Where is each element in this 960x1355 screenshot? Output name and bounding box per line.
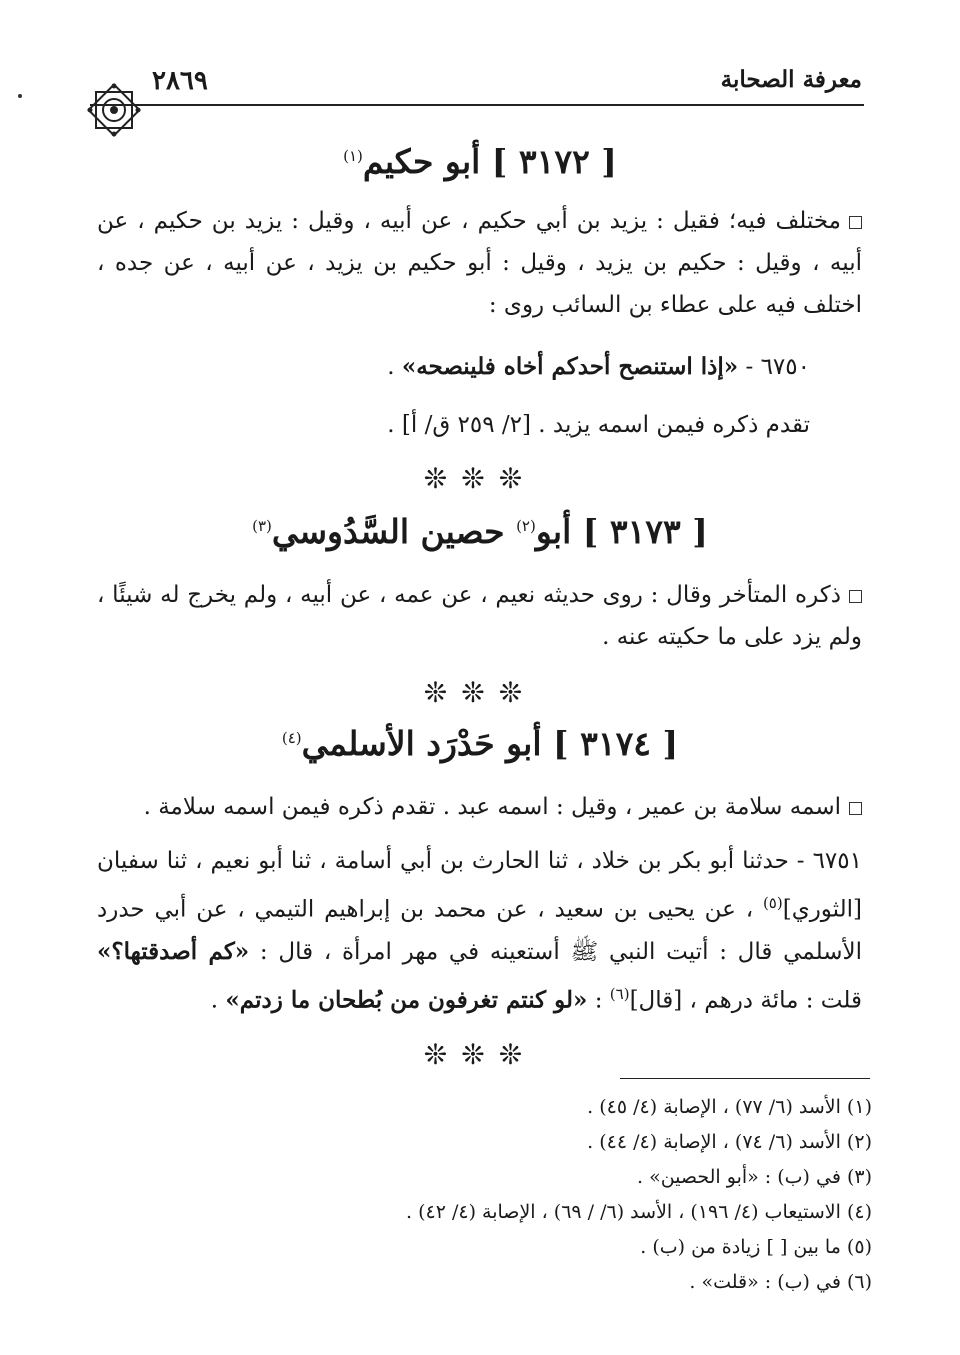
footnote-2: (٢) الأسد (٦/ ٧٤) ، الإصابة (٤/ ٤٤) . (587, 1131, 872, 1153)
square-bullet-icon (849, 802, 862, 815)
scan-speck (18, 94, 22, 98)
hadith-quote: «كم أصدقتها؟» (97, 937, 250, 965)
footnote-1: (١) الأسد (٦/ ٧٧) ، الإصابة (٤/ ٤٥) . (587, 1096, 872, 1118)
entry-3172-note: تقدم ذكره فيمن اسمه يزيد . [٢/ ٢٥٩ ق/ أ] . (387, 412, 810, 438)
entry-heading-3172 (96, 142, 864, 181)
footnote-6: (٦) في (ب) : «قلت» . (689, 1271, 872, 1293)
footnote-ref: (٤) (281, 729, 302, 747)
entry-heading-text: حصين السَّدُوسي (271, 512, 517, 551)
entry-3173-body (97, 574, 862, 658)
hadith-text: : (587, 987, 610, 1014)
footnote-4: (٤) الاستيعاب (٤/ ١٩٦) ، الأسد (٦/ / ٦٩) ، الإصابة (٤/ ٤٢) . (406, 1201, 872, 1223)
hadith-number: ٦٧٥٠ - (745, 354, 810, 380)
footnote-rule (620, 1078, 870, 1079)
body-text: اسمه سلامة بن عمير ، وقيل : اسمه عبد . تقدم ذكره فيمن اسمه سلامة . (143, 794, 841, 820)
hadith-6751 (97, 840, 862, 1021)
section-separator: ❊❊❊ (423, 676, 537, 709)
section-separator: ❊❊❊ (423, 1038, 537, 1071)
entry-heading-3173 (96, 512, 864, 551)
hadith-text: ٦٧٥١ - حدثنا أبو بكر بن خلاد ، ثنا الحارث بن أبي أسامة ، ثنا أبو نعيم ، ثنا سفيان [الثوري] (97, 848, 862, 923)
body-text: ذكره المتأخر وقال : روى حديثه نعيم ، عن عمه ، عن أبيه ، ولم يخرج له شيئًا ، ولم يزد على ما حكيته عنه . (97, 582, 862, 650)
entry-heading-text: [ ٣١٧٤ ] أبو حَدْرَد الأسلمي (301, 724, 679, 763)
entry-heading-text: [ ٣١٧٢ ] أبو حكيم (362, 142, 617, 181)
footnote-ref: (٣) (252, 517, 272, 535)
hadith-text: . (210, 987, 226, 1014)
hadith-6750 (110, 346, 810, 388)
star-ornament-icon (82, 78, 146, 142)
body-text: مختلف فيه؛ فقيل : يزيد بن أبي حكيم ، عن أبيه ، وقيل : يزيد بن حكيم ، عن أبيه ، وقيل : حكيم بن يزيد ، وقيل : أبو حكيم بن يزيد ، عن أبيه ، عن جده ، اختلف فيه على عطاء بن السائب روى : (97, 208, 862, 318)
entry-3172-body (97, 200, 862, 326)
page-number: ٢٨٦٩ (152, 66, 208, 96)
hadith-end: . (387, 354, 402, 380)
footnote-ref: (١) (343, 147, 363, 165)
section-separator: ❊❊❊ (423, 462, 537, 495)
entry-3174-body (97, 786, 862, 828)
header-rule (90, 104, 864, 106)
entry-heading-3174 (96, 724, 864, 763)
hadith-text: قلت : مائة درهم ، [قال] (629, 987, 862, 1014)
footnote-3: (٣) في (ب) : «أبو الحصين» . (637, 1166, 872, 1188)
hadith-text: ، عن يحيى بن سعيد ، عن محمد بن إبراهيم التيمي ، عن أبي حدرد الأسلمي قال : أتيت النبي ﷺ أستعينه في مهر امرأة ، قال : (97, 896, 862, 965)
footnotes (92, 1090, 872, 1300)
footnote-5: (٥) ما بين [ ] زيادة من (ب) . (640, 1236, 872, 1258)
footnote-ref: (٦) (609, 984, 630, 1003)
hadith-quote: «لو كنتم تغرفون من بُطحان ما زدتم» (225, 986, 588, 1014)
hadith-quote: «إذا استنصح أحدكم أخاه فلينصحه» (401, 353, 739, 380)
square-bullet-icon (849, 216, 862, 229)
footnote-ref: (٥) (762, 894, 783, 912)
entry-heading-text: [ ٣١٧٣ ] أبو (535, 512, 708, 551)
footnote-ref: (٢) (516, 517, 536, 535)
running-header-title: معرفة الصحابة (720, 66, 862, 93)
square-bullet-icon (849, 590, 862, 603)
